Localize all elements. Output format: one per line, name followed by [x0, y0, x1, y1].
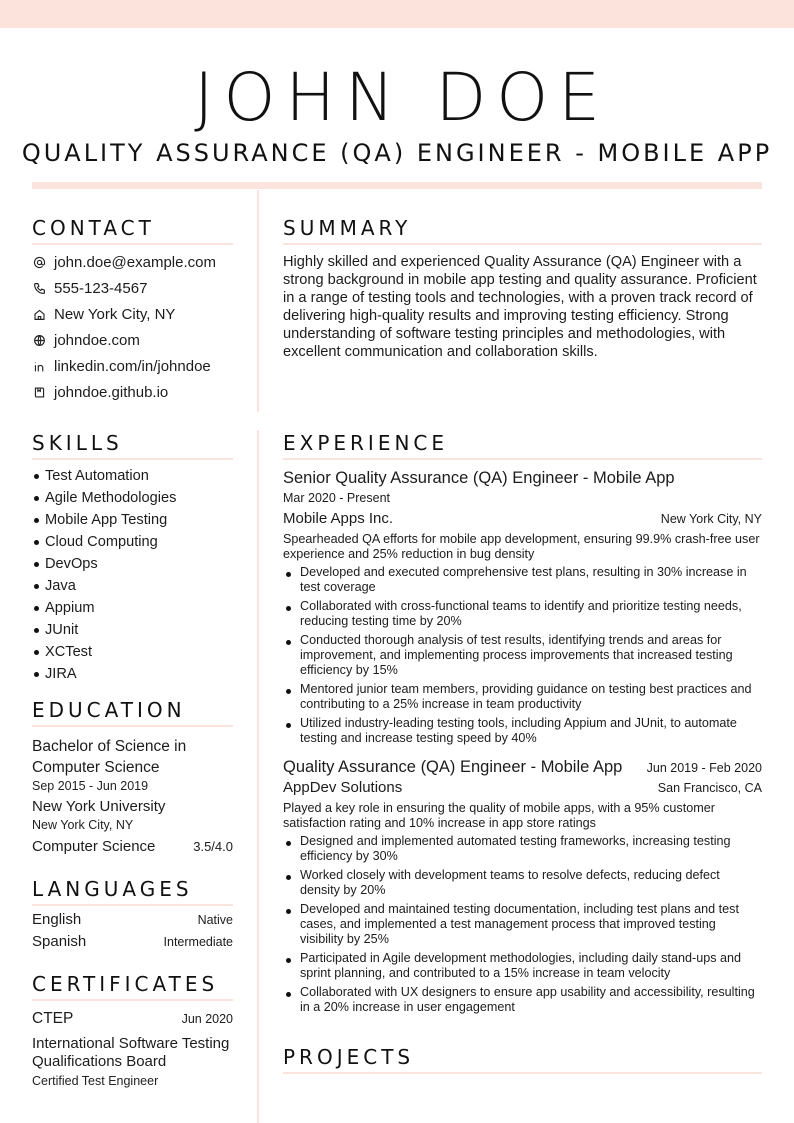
candidate-role: QUALITY ASSURANCE (QA) ENGINEER - MOBILE APP: [21, 139, 773, 167]
contact-website[interactable]: [32, 327, 233, 353]
language-item: [32, 933, 233, 955]
languages-section: [32, 877, 233, 955]
job-bullet: [283, 682, 762, 712]
bullet-icon: [283, 951, 300, 981]
contact-underline: [32, 243, 233, 245]
certificate-issuer: International Software Testing Qualifications Board: [32, 1035, 230, 1070]
bullet-icon: [283, 834, 300, 864]
job-bullet: [283, 902, 762, 947]
bullet-icon: [283, 985, 300, 1015]
language-level: Native: [197, 913, 233, 927]
bullet-icon: [34, 496, 39, 501]
job-bullet: [283, 985, 762, 1015]
job-entry: [283, 756, 762, 1015]
bullet-icon: [34, 628, 39, 633]
summary-section: [283, 216, 762, 361]
contact-section: [32, 216, 233, 405]
home-icon: [32, 307, 46, 321]
bullet-icon: [34, 584, 39, 589]
skill-label: Appium: [45, 600, 95, 616]
projects-underline: [283, 1072, 762, 1074]
summary-heading: SUMMARY: [283, 216, 412, 240]
experience-section: [283, 431, 762, 1019]
skills-section: [32, 431, 233, 685]
edu-location: New York City, NY: [32, 818, 134, 832]
experience-heading: EXPERIENCE: [283, 431, 449, 455]
skill-label: Agile Methodologies: [45, 490, 177, 506]
skills-heading: SKILLS: [32, 431, 123, 455]
job-title: Senior Quality Assurance (QA) Engineer - Mobile App: [283, 469, 675, 487]
contact-linkedin-text: linkedin.com/in/johndoe: [54, 357, 211, 375]
languages-heading: LANGUAGES: [32, 877, 193, 901]
skill-item: [32, 663, 233, 685]
job-bullet: [283, 834, 762, 864]
bullet-icon: [283, 716, 300, 746]
job-summary: Played a key role in ensuring the quality of mobile apps, with a 95% customer satisfaction rating and 10% increase in app store ratings: [283, 801, 715, 830]
contact-phone[interactable]: [32, 275, 233, 301]
linkedin-icon: [32, 359, 46, 373]
bullet-icon: [34, 672, 39, 677]
bullet-text: Collaborated with cross-functional teams to identify and prioritize testing needs, reducing testing time by 20%: [300, 599, 742, 628]
certificate-title: Certified Test Engineer: [32, 1074, 159, 1088]
skill-item: [32, 641, 233, 663]
language-level: Intermediate: [163, 935, 233, 949]
bullet-text: Mentored junior team members, providing guidance on testing best practices and contributing to a 25% increase in team productivity: [300, 682, 752, 711]
column-divider-top: [257, 190, 259, 412]
job-bullets: [283, 834, 762, 1015]
bullet-icon: [34, 474, 39, 479]
contact-email-text: john.doe@example.com: [54, 253, 216, 271]
job-entry: [283, 467, 762, 746]
globe-icon: [32, 333, 46, 347]
experience-underline: [283, 458, 762, 460]
job-company: AppDev Solutions: [283, 779, 403, 796]
bullet-text: Participated in Agile development methodologies, including daily stand-ups and sprint planning, and contributed to a 15% increase in team velocity: [300, 951, 742, 980]
certificate-row: [32, 1010, 233, 1028]
skill-item: [32, 509, 233, 531]
edu-field-row: [32, 837, 233, 857]
bullet-icon: [283, 633, 300, 678]
bullet-icon: [283, 682, 300, 712]
contact-linkedin[interactable]: [32, 353, 233, 379]
job-title: Quality Assurance (QA) Engineer - Mobile App: [283, 758, 623, 776]
skills-underline: [32, 458, 233, 460]
edu-degree: Bachelor of Science in Computer Science: [32, 738, 187, 776]
edu-field: Computer Science: [32, 838, 156, 855]
bullet-icon: [283, 868, 300, 898]
bullet-text: Developed and executed comprehensive test plans, resulting in 30% increase in test coverage: [300, 565, 747, 594]
candidate-name: JOHN DOE: [194, 59, 610, 136]
job-company-row: [283, 510, 762, 527]
edu-dates: Sep 2015 - Jun 2019: [32, 779, 149, 793]
contact-location-text: New York City, NY: [54, 305, 176, 323]
bullet-icon: [283, 599, 300, 629]
contact-website-text: johndoe.com: [54, 331, 140, 349]
skill-item: [32, 465, 233, 487]
job-company-row: [283, 779, 762, 796]
certificates-underline: [32, 999, 233, 1001]
edu-gpa: 3.5/4.0: [193, 839, 233, 854]
contact-phone-text: 555-123-4567: [54, 279, 148, 297]
job-bullet: [283, 951, 762, 981]
education-section: [32, 698, 233, 857]
job-bullets: [283, 565, 762, 746]
languages-underline: [32, 904, 233, 906]
skill-label: Mobile App Testing: [45, 512, 168, 528]
certificate-date: Jun 2020: [181, 1012, 233, 1026]
skill-label: Cloud Computing: [45, 534, 158, 550]
bullet-text: Conducted thorough analysis of test results, identifying trends and areas for improvement, and implementing process improvements that increased testing efficiency by 15%: [300, 633, 733, 677]
bullet-text: Designed and implemented automated testing frameworks, increasing testing efficiency by 30%: [300, 834, 731, 863]
bullet-icon: [34, 650, 39, 655]
certificates-heading: CERTIFICATES: [32, 972, 219, 996]
edu-school: New York University: [32, 798, 166, 815]
job-bullet: [283, 633, 762, 678]
job-dates: Mar 2020 - Present: [283, 491, 390, 505]
projects-section: [283, 1045, 762, 1074]
skill-item: [32, 553, 233, 575]
language-name: English: [32, 911, 82, 928]
job-bullet: [283, 599, 762, 629]
contact-github-text: johndoe.github.io: [54, 383, 169, 401]
bullet-text: Utilized industry-leading testing tools, including Appium and JUnit, to automate testing and increase testing speed by 40%: [300, 716, 737, 745]
bullet-icon: [34, 540, 39, 545]
education-heading: EDUCATION: [32, 698, 186, 722]
job-bullet: [283, 565, 762, 595]
job-location: San Francisco, CA: [657, 781, 762, 795]
bullet-icon: [283, 902, 300, 947]
bullet-icon: [34, 518, 39, 523]
skill-label: Test Automation: [45, 468, 149, 484]
skill-item: [32, 619, 233, 641]
phone-icon: [32, 281, 46, 295]
job-bullet: [283, 716, 762, 746]
skill-label: DevOps: [45, 556, 98, 572]
github-icon: [32, 385, 46, 399]
certificates-section: [32, 972, 233, 1089]
skill-label: Java: [45, 578, 76, 594]
job-company: Mobile Apps Inc.: [283, 510, 394, 527]
skill-label: JUnit: [45, 622, 79, 638]
summary-underline: [283, 243, 762, 245]
contact-email[interactable]: [32, 249, 233, 275]
language-name: Spanish: [32, 933, 87, 950]
skill-item: [32, 487, 233, 509]
contact-heading: CONTACT: [32, 216, 155, 240]
bullet-text: Collaborated with UX designers to ensure app usability and accessibility, resulting in a 20% increase in user engagement: [300, 985, 755, 1014]
top-band: [0, 0, 794, 28]
job-bullet: [283, 868, 762, 898]
header-divider: [32, 182, 762, 189]
bullet-text: Developed and maintained testing documentation, including test plans and test cases, and implemented a test management process that improved testing visibility by 25%: [300, 902, 739, 946]
projects-heading: PROJECTS: [283, 1045, 415, 1069]
education-underline: [32, 725, 233, 727]
summary-text: Highly skilled and experienced Quality Assurance (QA) Engineer with a strong background in mobile app testing and quality assurance. Proficient in a range of testing tools and technologies, with a proven track record of delivering high-quality results and improving testing efficiency. Strong understanding of software testing principles and methodologies, with excellent communication and collaboration skills.: [283, 254, 757, 360]
job-summary: Spearheaded QA efforts for mobile app development, ensuring 99.9% crash-free user experience and 25% reduction in bug density: [283, 532, 760, 561]
bullet-text: Worked closely with development teams to resolve defects, reducing defect density by 20%: [300, 868, 720, 897]
bullet-icon: [34, 606, 39, 611]
certificate-name: CTEP: [32, 1010, 74, 1027]
bullet-icon: [34, 562, 39, 567]
skill-item: [32, 597, 233, 619]
skill-item: [32, 531, 233, 553]
resume-header: [0, 60, 794, 168]
contact-location: [32, 301, 233, 327]
skills-list: [32, 465, 233, 685]
job-title-row: [283, 756, 762, 778]
skill-item: [32, 575, 233, 597]
bullet-icon: [283, 565, 300, 595]
contact-github[interactable]: [32, 379, 233, 405]
job-dates: Jun 2019 - Feb 2020: [646, 761, 762, 775]
skill-label: XCTest: [45, 644, 93, 660]
at-icon: [32, 255, 46, 269]
skill-label: JIRA: [45, 666, 77, 682]
column-divider-bottom: [257, 430, 259, 1123]
job-location: New York City, NY: [660, 512, 762, 526]
language-item: [32, 911, 233, 933]
